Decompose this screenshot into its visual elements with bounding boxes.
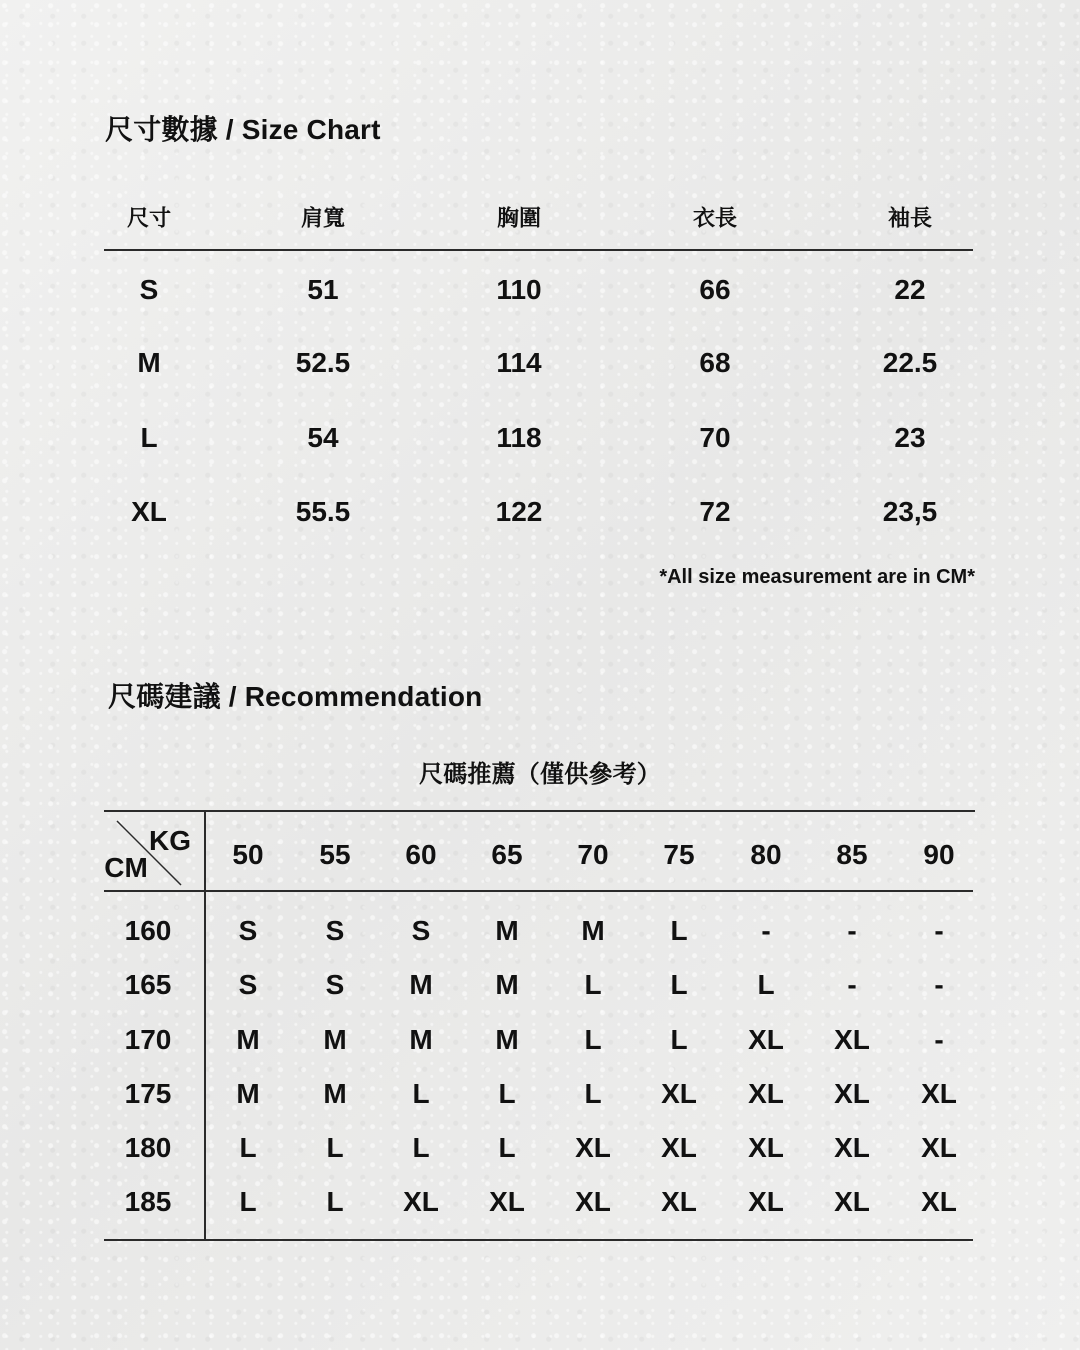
measurement-cell: 66 (699, 274, 731, 305)
recommended-size-cell: XL (834, 1132, 870, 1163)
recommended-size-cell: - (934, 1024, 944, 1055)
measurement-cell: 22.5 (882, 347, 938, 378)
measurement-cell: 23,5 (882, 496, 938, 527)
recommended-size-cell: XL (748, 1024, 784, 1055)
size-chart-column-header: 袖長 (887, 205, 933, 231)
size-label-cell: XL (131, 496, 167, 527)
measurement-cell: 54 (307, 422, 339, 453)
recommended-size-cell: XL (489, 1186, 525, 1217)
kg-column-header: 65 (491, 839, 523, 870)
recommended-size-cell: S (238, 915, 258, 946)
cm-row-header: 160 (124, 915, 172, 946)
kg-column-header: 55 (319, 839, 351, 870)
measurement-cell: 68 (699, 347, 731, 378)
kg-column-header: 60 (405, 839, 437, 870)
size-chart-title: 尺寸數據 / Size Chart (105, 114, 381, 145)
kg-column-header: 80 (750, 839, 782, 870)
recommended-size-cell: L (757, 969, 775, 1000)
recommended-size-cell: - (847, 915, 857, 946)
measurement-cell: 118 (496, 422, 542, 453)
measurement-cell: 52.5 (295, 347, 351, 378)
recommended-size-cell: M (323, 1078, 347, 1109)
cm-row-header: 175 (124, 1078, 172, 1109)
recommended-size-cell: XL (748, 1132, 784, 1163)
measurement-cell: 72 (699, 496, 731, 527)
measurement-note: *All size measurement are in CM* (659, 566, 975, 588)
kg-column-header: 85 (836, 839, 868, 870)
recommended-size-cell: - (934, 915, 944, 946)
recommended-size-cell: M (581, 915, 605, 946)
size-label-cell: L (140, 422, 158, 453)
recommendation-subtitle: 尺碼推薦（僅供參考） (419, 761, 661, 788)
size-chart-column-header: 胸圍 (496, 205, 542, 231)
recommended-size-cell: XL (834, 1078, 870, 1109)
measurement-cell: 23 (894, 422, 926, 453)
recommended-size-cell: M (409, 1024, 433, 1055)
cm-row-header: 180 (124, 1132, 172, 1163)
recommended-size-cell: XL (575, 1186, 611, 1217)
recommended-size-cell: L (584, 1024, 602, 1055)
recommended-size-cell: XL (921, 1078, 957, 1109)
cm-row-header: 185 (124, 1186, 172, 1217)
size-label-cell: S (139, 274, 159, 305)
size-chart-column-header: 衣長 (692, 205, 738, 231)
size-chart-column-header: 肩寬 (300, 205, 346, 231)
recommended-size-cell: M (495, 1024, 519, 1055)
recommended-size-cell: L (498, 1132, 516, 1163)
recommended-size-cell: M (236, 1024, 260, 1055)
recommended-size-cell: M (409, 969, 433, 1000)
recommended-size-cell: - (934, 969, 944, 1000)
rec-table-bottom-border (104, 1239, 973, 1241)
rec-table-column-divider (204, 812, 206, 1241)
recommended-size-cell: L (326, 1132, 344, 1163)
kg-column-header: 50 (232, 839, 264, 870)
recommended-size-cell: S (325, 915, 345, 946)
recommended-size-cell: L (670, 915, 688, 946)
size-chart-header-divider (104, 249, 973, 251)
recommended-size-cell: S (325, 969, 345, 1000)
size-chart-column-header: 尺寸 (126, 205, 172, 231)
recommended-size-cell: L (412, 1132, 430, 1163)
recommended-size-cell: L (584, 969, 602, 1000)
kg-column-header: 75 (663, 839, 695, 870)
cm-row-header: 170 (124, 1024, 172, 1055)
measurement-cell: 70 (699, 422, 731, 453)
cm-row-header: 165 (124, 969, 172, 1000)
corner-cm-label: CM (104, 852, 148, 883)
recommended-size-cell: S (238, 969, 258, 1000)
recommended-size-cell: XL (403, 1186, 439, 1217)
recommended-size-cell: M (495, 969, 519, 1000)
rec-table-header-divider (104, 890, 973, 892)
kg-column-header: 70 (577, 839, 609, 870)
recommended-size-cell: XL (748, 1186, 784, 1217)
size-label-cell: M (137, 347, 161, 378)
recommended-size-cell: XL (834, 1186, 870, 1217)
recommended-size-cell: L (239, 1186, 257, 1217)
measurement-cell: 114 (496, 347, 542, 378)
corner-kg-label: KG (149, 825, 191, 856)
recommended-size-cell: L (670, 1024, 688, 1055)
recommended-size-cell: XL (661, 1132, 697, 1163)
measurement-cell: 22 (894, 274, 926, 305)
recommended-size-cell: XL (748, 1078, 784, 1109)
measurement-cell: 122 (495, 496, 543, 527)
recommended-size-cell: L (670, 969, 688, 1000)
recommended-size-cell: M (495, 915, 519, 946)
recommended-size-cell: XL (661, 1078, 697, 1109)
recommended-size-cell: - (761, 915, 771, 946)
recommended-size-cell: XL (661, 1186, 697, 1217)
measurement-cell: 55.5 (295, 496, 351, 527)
recommendation-title: 尺碼建議 / Recommendation (108, 681, 483, 712)
recommended-size-cell: M (323, 1024, 347, 1055)
recommended-size-cell: L (412, 1078, 430, 1109)
kg-column-header: 90 (923, 839, 955, 870)
recommended-size-cell: L (326, 1186, 344, 1217)
recommended-size-cell: L (498, 1078, 516, 1109)
recommended-size-cell: XL (575, 1132, 611, 1163)
recommended-size-cell: XL (921, 1132, 957, 1163)
recommended-size-cell: - (847, 969, 857, 1000)
measurement-cell: 110 (496, 274, 542, 305)
recommended-size-cell: S (411, 915, 431, 946)
rec-table-top-border (104, 810, 975, 812)
measurement-cell: 51 (307, 274, 339, 305)
recommended-size-cell: XL (834, 1024, 870, 1055)
recommended-size-cell: L (584, 1078, 602, 1109)
recommended-size-cell: XL (921, 1186, 957, 1217)
recommended-size-cell: M (236, 1078, 260, 1109)
recommended-size-cell: L (239, 1132, 257, 1163)
